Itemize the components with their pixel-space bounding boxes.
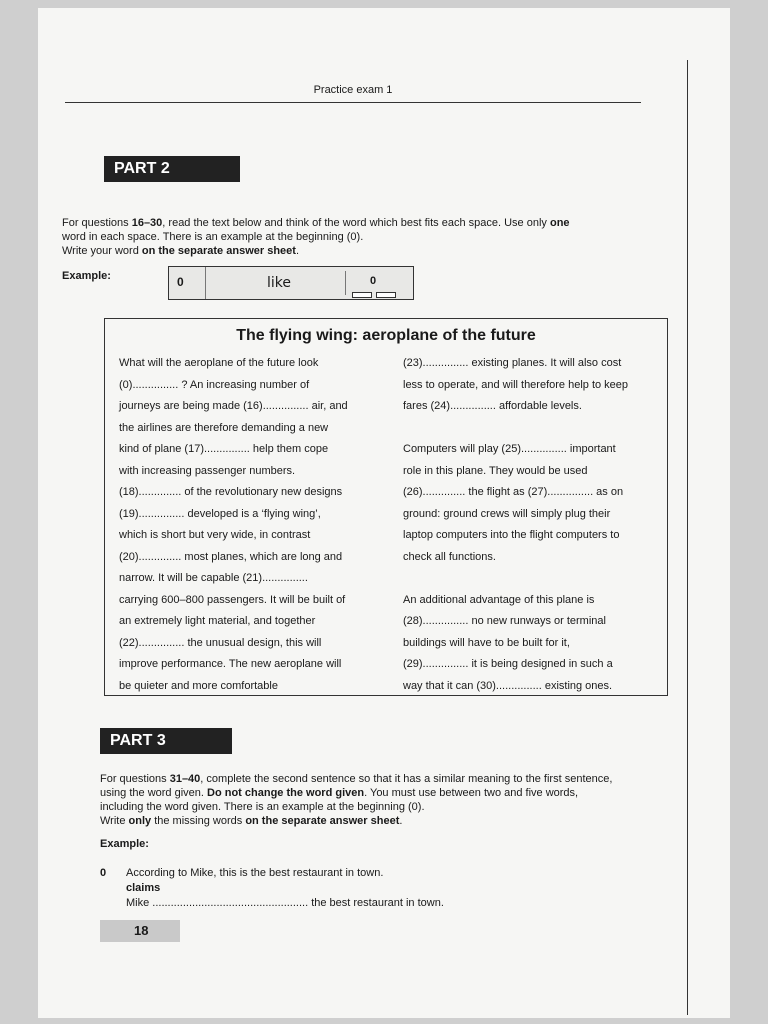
answer-sheet-grid (345, 271, 410, 295)
text-line: the airlines are therefore demanding a new (119, 421, 329, 434)
text-line: carrying 600–800 passengers. It will be built of (119, 593, 346, 606)
text-line: kind of plane (17)............... help them cope (119, 443, 329, 455)
text-line: What will the aeroplane of the future look (119, 357, 319, 369)
instr-emphasis: on the separate answer sheet (141, 245, 296, 257)
text-line: (23)............... existing planes. It will also cost (403, 357, 622, 369)
grid-box (376, 292, 396, 298)
instr-text: Write (100, 815, 129, 827)
part3-badge: PART 3 (100, 728, 228, 754)
example-body (126, 866, 546, 911)
text-line: buildings will have to be built for it, (403, 636, 570, 649)
text-line: be quieter and more comfortable (119, 679, 278, 692)
text-line: journeys are being made (16)............... air, and (119, 400, 348, 412)
text-line: An additional advantage of this plane is (403, 593, 595, 606)
instr-question-range: 31–40 (169, 773, 201, 785)
example-divider (205, 267, 206, 299)
example-answer: like (267, 275, 292, 291)
instr-emphasis: on the separate answer sheet (245, 815, 400, 827)
page-header: Practice exam 1 (313, 84, 393, 96)
text-line: ground: ground crews will simply plug their (403, 507, 611, 520)
page-number: 18 (100, 920, 180, 942)
text-line: (22)............... the unusual design, this will (119, 636, 322, 649)
text-line: role in this plane. They would be used (403, 464, 588, 477)
instr-text: For questions (100, 773, 170, 785)
instr-text: including the word given. There is an example at the beginning (0). (100, 801, 425, 813)
text-title: The flying wing: aeroplane of the future (236, 327, 536, 344)
part2-badge: PART 2 (104, 156, 236, 182)
instr-emphasis: only (128, 815, 152, 827)
text-line: check all functions. (403, 550, 496, 563)
text-line: (0)............... ? An increasing number of (119, 378, 310, 391)
text-line: which is short but very wide, in contrast (119, 529, 311, 541)
text-line: narrow. It will be capable (21)............... (119, 572, 308, 584)
text-line: fares (24)............... affordable levels. (403, 400, 582, 412)
part3-example-label: Example: (100, 838, 149, 850)
text-line: (26).............. the flight as (27)............... as on (403, 486, 624, 498)
instr-text: word in each space. There is an example at the beginning (0). (62, 231, 364, 243)
instr-text: , read the text below and think of the word which best fits each space. Use only (162, 217, 550, 229)
text-left-column (119, 353, 381, 697)
example-sentence: According to Mike, this is the best restaurant in town. (126, 867, 384, 879)
instr-text: For questions (62, 217, 132, 229)
page-margin-rule (687, 60, 688, 1015)
text-line: way that it can (30)............... existing ones. (403, 679, 613, 692)
text-line: (19)............... developed is a ‘flying wing’, (119, 507, 321, 520)
text-line: laptop computers into the flight computers to (403, 529, 620, 541)
text-line: (18).............. of the revolutionary new designs (119, 486, 343, 498)
part3-instructions (100, 772, 670, 828)
example-number: 0 (100, 867, 107, 879)
example-word-given: claims (126, 882, 161, 894)
text-line: (20).............. most planes, which are long and (119, 550, 343, 563)
grid-box (352, 292, 372, 298)
header-divider (65, 102, 641, 103)
example-answer-line: Mike ................................................... the best restaurant in town. (126, 897, 444, 909)
instr-emphasis: one (549, 217, 570, 229)
example-number: 0 (177, 275, 184, 289)
text-right-column (403, 353, 657, 697)
part2-text-box (104, 318, 668, 696)
text-line: (29)............... it is being designed in such a (403, 658, 613, 670)
instr-text: the missing words (151, 815, 246, 827)
instr-text: Write your word (62, 245, 142, 257)
instr-emphasis: Do not change the word given (207, 787, 365, 799)
instr-text: using the word given. (100, 787, 208, 799)
text-line: improve performance. The new aeroplane will (119, 658, 342, 670)
instr-text: . You must use between two and five words, (364, 787, 579, 799)
text-line: less to operate, and will therefore help to keep (403, 378, 629, 391)
instr-question-range: 16–30 (131, 217, 163, 229)
grid-number: 0 (370, 275, 377, 287)
instr-text: . (399, 815, 403, 827)
paragraph-gap (403, 568, 657, 590)
paragraph-gap (403, 418, 657, 440)
instr-text: . (295, 245, 299, 257)
text-line: an extremely light material, and together (119, 615, 316, 627)
part2-instructions (62, 216, 662, 258)
instr-text: , complete the second sentence so that it has a similar meaning to the first sentence, (200, 773, 613, 785)
text-line: (28)............... no new runways or terminal (403, 615, 606, 627)
text-line: with increasing passenger numbers. (119, 464, 296, 477)
part2-example-label: Example: (62, 270, 111, 282)
text-line: Computers will play (25)............... important (403, 443, 616, 455)
part2-example-box (168, 266, 414, 300)
